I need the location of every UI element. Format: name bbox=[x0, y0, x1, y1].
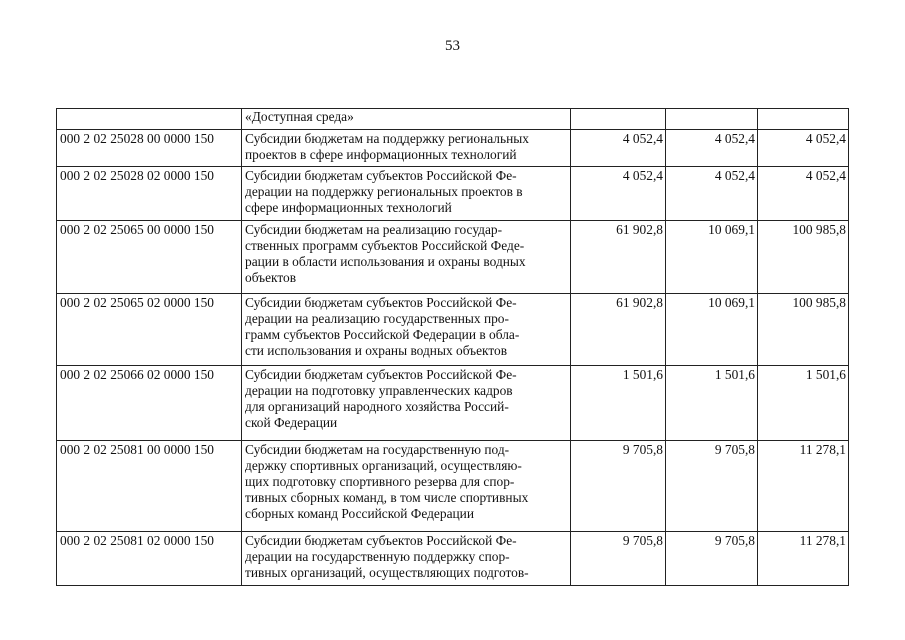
table-row bbox=[57, 293, 849, 365]
row-value-3: 100 985,8 bbox=[758, 220, 849, 293]
row-name: Субсидии бюджетам на реализацию государ- ственных программ субъектов Российской Феде- рации в области использования и охраны водных объектов bbox=[242, 220, 571, 293]
row-value-2: 9 705,8 bbox=[666, 531, 758, 585]
row-code: 000 2 02 25066 02 0000 150 bbox=[57, 365, 242, 440]
row-name: Субсидии бюджетам субъектов Российской Фе- дерации на государственную поддержку спор- тивных организаций, осуществляющих подготов- bbox=[242, 531, 571, 585]
row-value-1: 61 902,8 bbox=[571, 293, 666, 365]
row-value-3: 4 052,4 bbox=[758, 166, 849, 220]
row-value-2: 10 069,1 bbox=[666, 220, 758, 293]
row-value-3: 4 052,4 bbox=[758, 129, 849, 166]
table-row bbox=[57, 220, 849, 293]
row-value-3: 1 501,6 bbox=[758, 365, 849, 440]
row-code: 000 2 02 25065 00 0000 150 bbox=[57, 220, 242, 293]
table-row bbox=[57, 129, 849, 166]
row-code bbox=[57, 108, 242, 129]
row-value-3: 11 278,1 bbox=[758, 440, 849, 531]
page-number: 53 bbox=[445, 38, 460, 54]
row-value-2: 4 052,4 bbox=[666, 129, 758, 166]
row-value-3 bbox=[758, 108, 849, 129]
table-row bbox=[57, 365, 849, 440]
table-row bbox=[57, 108, 849, 129]
row-code: 000 2 02 25028 02 0000 150 bbox=[57, 166, 242, 220]
row-code: 000 2 02 25065 02 0000 150 bbox=[57, 293, 242, 365]
row-value-2 bbox=[666, 108, 758, 129]
row-value-2: 9 705,8 bbox=[666, 440, 758, 531]
row-code: 000 2 02 25028 00 0000 150 bbox=[57, 129, 242, 166]
table-row bbox=[57, 440, 849, 531]
row-value-2: 1 501,6 bbox=[666, 365, 758, 440]
row-value-2: 10 069,1 bbox=[666, 293, 758, 365]
table-row bbox=[57, 531, 849, 585]
row-value-1: 4 052,4 bbox=[571, 129, 666, 166]
row-value-1: 4 052,4 bbox=[571, 166, 666, 220]
row-value-2: 4 052,4 bbox=[666, 166, 758, 220]
row-value-1: 9 705,8 bbox=[571, 531, 666, 585]
row-value-3: 100 985,8 bbox=[758, 293, 849, 365]
row-name: Субсидии бюджетам субъектов Российской Фе- дерации на поддержку региональных проектов в сфере информационных технологий bbox=[242, 166, 571, 220]
row-name: Субсидии бюджетам на поддержку региональных проектов в сфере информационных технологий bbox=[242, 129, 571, 166]
row-name: «Доступная среда» bbox=[242, 108, 571, 129]
row-value-1: 1 501,6 bbox=[571, 365, 666, 440]
row-code: 000 2 02 25081 00 0000 150 bbox=[57, 440, 242, 531]
row-value-1: 9 705,8 bbox=[571, 440, 666, 531]
row-code: 000 2 02 25081 02 0000 150 bbox=[57, 531, 242, 585]
table-row bbox=[57, 166, 849, 220]
row-value-1 bbox=[571, 108, 666, 129]
row-name: Субсидии бюджетам субъектов Российской Фе- дерации на подготовку управленческих кадров для организаций народного хозяйства Россий- ской Федерации bbox=[242, 365, 571, 440]
row-name: Субсидии бюджетам субъектов Российской Фе- дерации на реализацию государственных про- грамм субъектов Российской Федерации в обла- сти использования и охраны водных объектов bbox=[242, 293, 571, 365]
row-name: Субсидии бюджетам на государственную под- держку спортивных организаций, осуществляю- щих подготовку спортивного резерва для спор- тивных сборных команд, в том числе спортивных сборных команд Российской Федерации bbox=[242, 440, 571, 531]
budget-table bbox=[56, 108, 849, 586]
row-value-3: 11 278,1 bbox=[758, 531, 849, 585]
row-value-1: 61 902,8 bbox=[571, 220, 666, 293]
